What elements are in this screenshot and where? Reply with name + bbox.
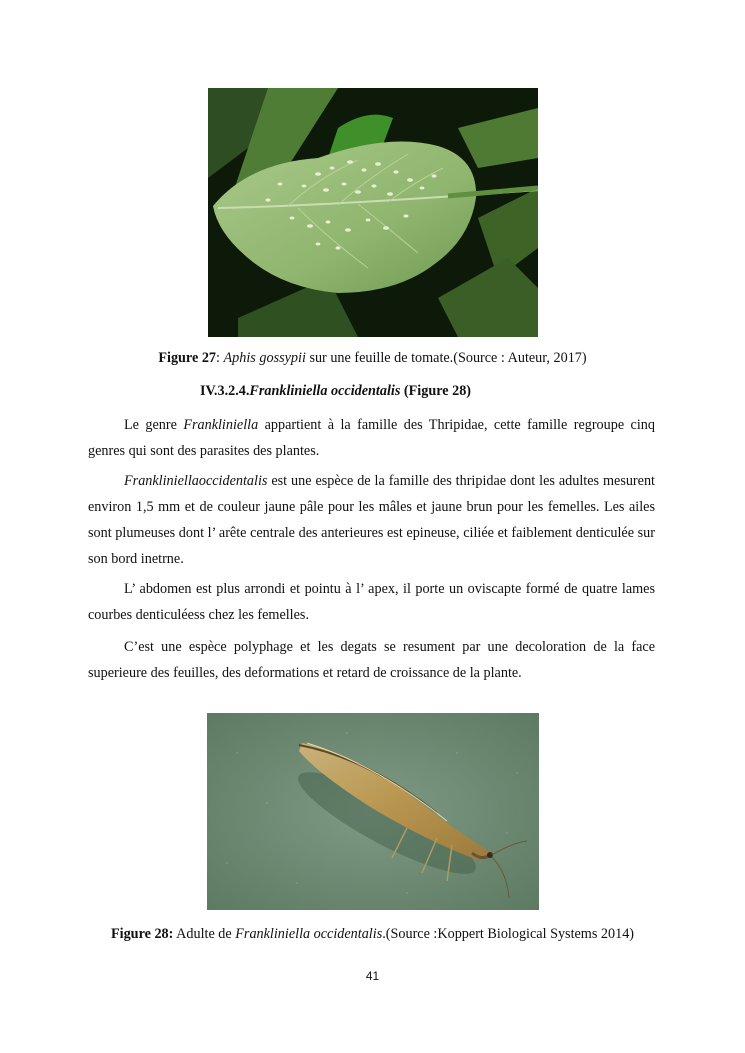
figure-27-species: Aphis gossypii [223,350,306,366]
section-figure-ref: (Figure 28) [400,383,472,399]
paragraph-2 [88,468,655,572]
section-number: IV.3.2.4. [200,383,250,399]
paragraph-2-text: est une espèce de la famille des thripidae dont les adultes mesurent environ 1,5 mm et de couleur jaune pâle pour les mâles et jaune brun pour les femelles. Les ailes sont plumeuses dont l’ arête centrale des anterieures est epineuse, ciliée et faiblement denticulée sur son bord inetrne. [88,473,655,567]
paragraph-1 [88,412,655,464]
figure-27-separator: : [216,350,224,366]
paragraph-1-genus: Frankliniella [183,417,259,433]
figure-28-pre: Adulte de [173,926,236,942]
figure-27-photo [208,88,538,337]
figure-28-photo [207,713,539,910]
page-number: 41 [365,969,380,983]
paragraph-2-species: Frankliniellaoccidentalis [124,473,268,489]
figure-28-species: Frankliniella occidentalis [235,926,383,942]
paragraph-3-text: L’ abdomen est plus arrondi et pointu à l’ apex, il porte un oviscapte formé de quatre lames courbes denticuléess chez les femelles. [88,581,655,623]
figure-27-text: sur une feuille de tomate.(Source : Auteur, 2017) [305,350,587,366]
paragraph-4 [88,634,655,686]
figure-28-caption [0,925,745,943]
paragraph-4-text: C’est une espèce polyphage et les degats se resument par une decoloration de la face superieure des feuilles, des deformations et retard de croissance de la plante. [88,639,655,681]
section-heading [200,383,471,400]
paragraph-1-pre: Le genre [124,417,184,433]
paragraph-1-post: appartient à la famille des Thripidae, cette famille regroupe cinq genres qui sont des parasites des plantes. [88,417,655,459]
section-title: Frankliniella occidentalis [249,383,401,399]
paragraph-3 [88,576,655,628]
figure-27-caption [0,349,745,367]
figure-28-text: .(Source :Koppert Biological Systems 2014) [382,926,635,942]
figure-28-label: Figure 28: [110,926,174,942]
figure-27-label: Figure 27 [158,350,217,366]
